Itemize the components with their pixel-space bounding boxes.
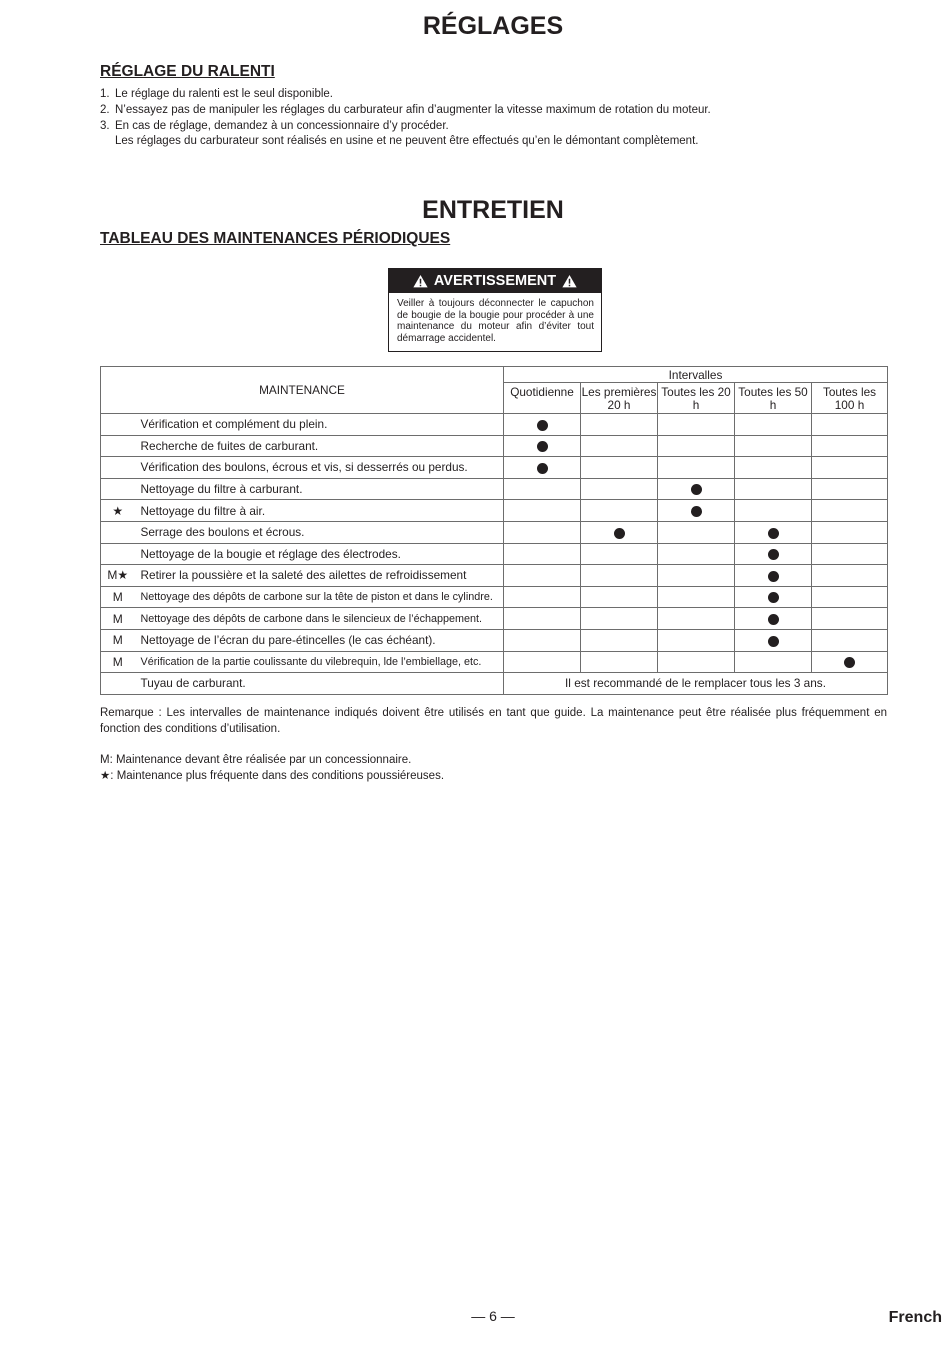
- page-number: — 6 —: [471, 1308, 515, 1324]
- row-item: Vérification de la partie coulissante du vilebrequin, ldе l’embiellage, etc.: [129, 651, 504, 673]
- table-row: [101, 521, 888, 543]
- warning-label: AVERTISSEMENT: [433, 273, 557, 289]
- interval-cell: [658, 543, 735, 565]
- legend-item: ★: Maintenance plus fréquente dans des conditions poussiéreuses.: [100, 770, 445, 782]
- interval-cell: [658, 565, 735, 587]
- interval-cell: [504, 608, 581, 630]
- interval-cell: [658, 608, 735, 630]
- row-item: Serrage des boulons et écrous.: [129, 521, 504, 543]
- step-number: 3.: [100, 119, 110, 132]
- warning-header: [389, 269, 601, 293]
- row-item: Nettoyage du filtre à carburant.: [129, 478, 504, 500]
- row-mark: [101, 457, 129, 479]
- row-item: Nettoyage des dépôts de carbone sur la tête de piston et dans le cylindre.: [129, 586, 504, 608]
- interval-cell: [735, 478, 812, 500]
- row-item: Retirer la poussière et la saleté des ailettes de refroidissement: [129, 565, 504, 587]
- row-mark: [101, 478, 129, 500]
- interval-cell: [812, 629, 888, 651]
- interval-cell: [735, 457, 812, 479]
- row-mark: [101, 521, 129, 543]
- interval-cell: [735, 651, 812, 673]
- schedule-dot: [768, 571, 779, 582]
- interval-cell: [504, 651, 581, 673]
- legend: [100, 752, 444, 784]
- table-row: [101, 565, 888, 587]
- interval-cell: [812, 478, 888, 500]
- schedule-dot: [768, 528, 779, 539]
- interval-cell: [581, 565, 658, 587]
- interval-cell: [504, 565, 581, 587]
- table-row: [101, 586, 888, 608]
- interval-cell: [504, 521, 581, 543]
- interval-cell: [812, 608, 888, 630]
- interval-cell: [812, 651, 888, 673]
- row-mark: [101, 673, 129, 695]
- interval-cell: [735, 629, 812, 651]
- interval-cell: [581, 543, 658, 565]
- interval-cell: [504, 435, 581, 457]
- interval-cell: [735, 414, 812, 436]
- interval-cell: [735, 543, 812, 565]
- interval-cell: [658, 500, 735, 522]
- interval-cell: [504, 457, 581, 479]
- interval-cell: [504, 414, 581, 436]
- maintenance-table: [100, 366, 888, 695]
- row-item: Nettoyage de la bougie et réglage des électrodes.: [129, 543, 504, 565]
- row-mark: M: [101, 651, 129, 673]
- warning-box: [388, 268, 602, 352]
- column-header: Toutes les 50 h: [735, 383, 812, 414]
- interval-cell: [735, 521, 812, 543]
- table-row: [101, 543, 888, 565]
- interval-cell: [581, 521, 658, 543]
- interval-cell: [581, 457, 658, 479]
- page-title-entretien: ENTRETIEN: [422, 196, 564, 224]
- interval-cell: [735, 608, 812, 630]
- row-mark: [101, 414, 129, 436]
- interval-cell: [658, 435, 735, 457]
- interval-cell: [658, 414, 735, 436]
- interval-cell: [581, 651, 658, 673]
- row-item: Vérification et complément du plein.: [129, 414, 504, 436]
- table-row: [101, 457, 888, 479]
- interval-cell: [504, 629, 581, 651]
- table-row: [101, 673, 888, 695]
- schedule-dot: [768, 549, 779, 560]
- interval-cell: [812, 435, 888, 457]
- step-item: [100, 87, 711, 103]
- table-row: [101, 608, 888, 630]
- interval-cell: [735, 565, 812, 587]
- header-maintenance: MAINTENANCE: [101, 367, 504, 414]
- row-mark: M★: [101, 565, 129, 587]
- schedule-dot: [537, 463, 548, 474]
- interval-cell: [812, 543, 888, 565]
- step-text: En cas de réglage, demandez à un concessionnaire d’y procéder.: [115, 119, 449, 132]
- legend-item: M: Maintenance devant être réalisée par un concessionnaire.: [100, 754, 412, 766]
- table-row: [101, 478, 888, 500]
- schedule-dot: [768, 592, 779, 603]
- row-item: Nettoyage du filtre à air.: [129, 500, 504, 522]
- interval-cell: [581, 478, 658, 500]
- ralenti-steps: [100, 87, 711, 150]
- schedule-dot: [537, 441, 548, 452]
- interval-cell: [735, 435, 812, 457]
- interval-cell: [581, 586, 658, 608]
- row-item: Recherche de fuites de carburant.: [129, 435, 504, 457]
- row-mark: ★: [101, 500, 129, 522]
- row-item: Tuyau de carburant.: [129, 673, 504, 695]
- interval-cell: [581, 500, 658, 522]
- row-item: Vérification des boulons, écrous et vis, si desserrés ou perdus.: [129, 457, 504, 479]
- interval-cell: [504, 543, 581, 565]
- interval-cell: [658, 651, 735, 673]
- interval-cell: [812, 521, 888, 543]
- step-number: 1.: [100, 88, 110, 100]
- replacement-note: Il est recommandé de le remplacer tous les 3 ans.: [504, 673, 888, 695]
- row-mark: M: [101, 608, 129, 630]
- schedule-dot: [691, 484, 702, 495]
- interval-cell: [812, 565, 888, 587]
- table-row: [101, 435, 888, 457]
- interval-cell: [581, 435, 658, 457]
- step-item: [100, 119, 711, 135]
- schedule-dot: [691, 506, 702, 517]
- step-number: 2.: [100, 103, 110, 116]
- column-header: Toutes les 100 h: [812, 383, 888, 414]
- warning-text: Veiller à toujours déconnecter le capuchon de bougie de la bougie pour procéder à une maintenance du moteur afin d’éviter tout démarrage accidentel.: [397, 298, 594, 344]
- interval-cell: [735, 500, 812, 522]
- row-mark: M: [101, 586, 129, 608]
- interval-cell: [812, 414, 888, 436]
- interval-cell: [658, 629, 735, 651]
- row-mark: M: [101, 629, 129, 651]
- interval-cell: [812, 500, 888, 522]
- table-row: [101, 629, 888, 651]
- schedule-dot: [768, 636, 779, 647]
- row-item: Nettoyage des dépôts de carbone dans le silencieux de l’échappement.: [129, 608, 504, 630]
- row-item: Nettoyage de l’écran du pare-étincelles (le cas échéant).: [129, 629, 504, 651]
- schedule-dot: [614, 528, 625, 539]
- step-continuation: Les réglages du carburateur sont réalisés en usine et ne peuvent être effectués qu’en le démontant complètement.: [115, 135, 699, 148]
- schedule-dot: [768, 614, 779, 625]
- schedule-dot: [844, 657, 855, 668]
- row-mark: [101, 543, 129, 565]
- page-title-reglages: RÉGLAGES: [422, 12, 564, 40]
- interval-cell: [658, 521, 735, 543]
- step-text: Le réglage du ralenti est le seul disponible.: [115, 88, 334, 100]
- interval-cell: [735, 586, 812, 608]
- step-text: N’essayez pas de manipuler les réglages du carburateur afin d’augmenter la vitesse maximum de rotation du moteur.: [115, 103, 711, 116]
- interval-cell: [504, 586, 581, 608]
- interval-cell: [658, 457, 735, 479]
- remark-text: Remarque : Les intervalles de maintenance indiqués doivent être utilisés en tant que guide. La maintenance peut être réalisée plus fréquemment en fonction des conditions d’utilisation.: [100, 707, 887, 735]
- interval-cell: [581, 414, 658, 436]
- schedule-dot: [537, 420, 548, 431]
- warning-triangle-icon: [562, 274, 577, 288]
- row-mark: [101, 435, 129, 457]
- interval-cell: [812, 586, 888, 608]
- section-title-ralenti: RÉGLAGE DU RALENTI: [100, 63, 275, 80]
- interval-cell: [504, 500, 581, 522]
- column-header: Les premières 20 h: [581, 383, 658, 414]
- step-item: [100, 103, 711, 119]
- column-header: Quotidienne: [504, 383, 581, 414]
- warning-triangle-icon: [413, 274, 428, 288]
- interval-cell: [581, 608, 658, 630]
- interval-cell: [658, 586, 735, 608]
- section-title-tableau: TABLEAU DES MAINTENANCES PÉRIODIQUES: [100, 230, 451, 247]
- table-row: [101, 500, 888, 522]
- language-label: French: [888, 1309, 942, 1326]
- column-header: Toutes les 20 h: [658, 383, 735, 414]
- table-row: [101, 651, 888, 673]
- interval-cell: [812, 457, 888, 479]
- interval-cell: [504, 478, 581, 500]
- header-intervals: Intervalles: [504, 367, 888, 383]
- table-row: [101, 414, 888, 436]
- interval-cell: [581, 629, 658, 651]
- interval-cell: [658, 478, 735, 500]
